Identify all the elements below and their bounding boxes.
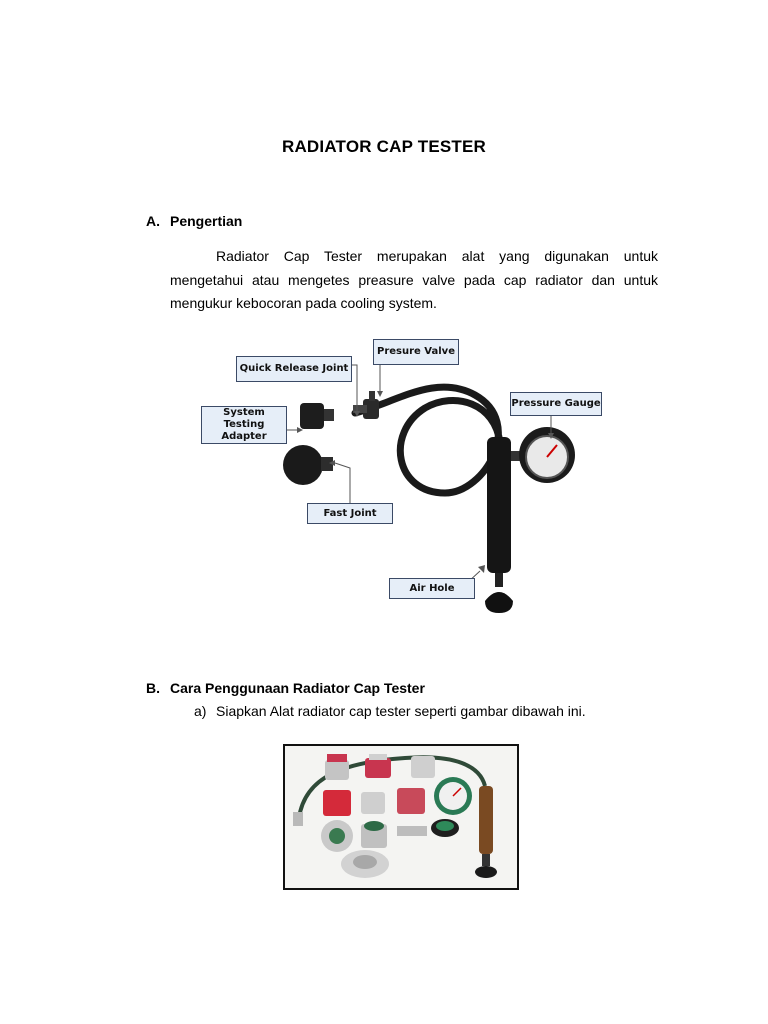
section-b-number: B. (146, 680, 160, 696)
quick-release-joint-label: Quick Release Joint (236, 356, 352, 382)
section-a-paragraph: Radiator Cap Tester merupakan alat yang digunakan untuk mengetahui atau mengetes preasure valve pada cap radiator dan untuk mengukur kebocoran pada cooling system. (170, 248, 658, 311)
tester-kit-illustration (285, 746, 517, 888)
air-hole-label: Air Hole (389, 578, 475, 599)
document-title: RADIATOR CAP TESTER (281, 137, 487, 156)
tester-diagram-figure (195, 333, 615, 623)
fast-joint-label: Fast Joint (307, 503, 393, 524)
section-a-number: A. (146, 213, 160, 229)
section-a-title: Pengertian (170, 213, 243, 229)
tester-kit-photo (283, 744, 519, 890)
list-item-text: Siapkan Alat radiator cap tester seperti gambar dibawah ini. (216, 703, 586, 719)
section-a-heading (146, 213, 242, 229)
system-testing-adapter-label: System Testing Adapter (201, 406, 287, 444)
pressure-gauge-label: Pressure Gauge (510, 392, 602, 416)
list-item (194, 703, 586, 719)
section-b-heading (146, 680, 425, 696)
list-item-label: a) (194, 703, 207, 719)
presure-valve-label: Presure Valve (373, 339, 459, 365)
section-b-title: Cara Penggunaan Radiator Cap Tester (170, 680, 425, 696)
